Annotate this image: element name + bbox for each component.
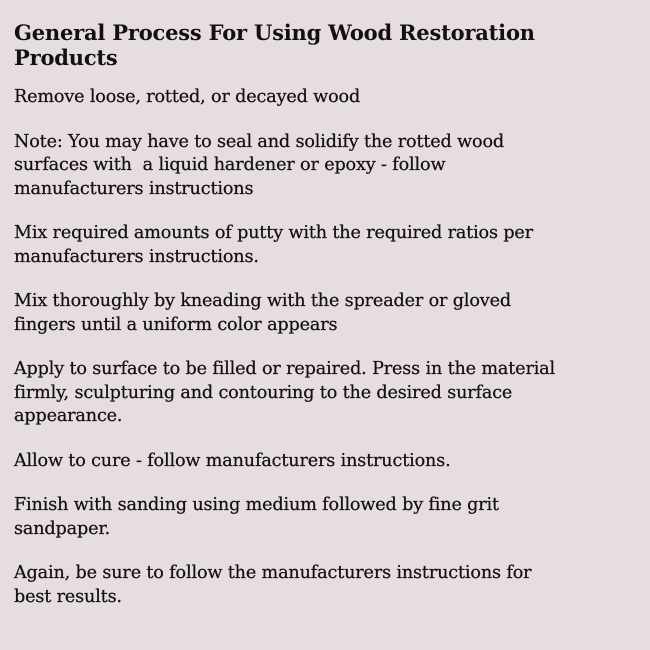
closing-note	[14, 562, 644, 609]
text-line: Mix required amounts of putty with the required ratios per	[14, 223, 533, 243]
page-title	[14, 20, 644, 70]
step-knead	[14, 290, 644, 337]
text-line: appearance.	[14, 406, 123, 426]
text-line: Allow to cure - follow manufacturers instructions.	[14, 450, 451, 471]
title-line: General Process For Using Wood Restoration	[14, 20, 535, 45]
text-line: manufacturers instructions.	[14, 246, 259, 267]
text-line: fingers until a uniform color appears	[14, 314, 338, 335]
text-line: Note: You may have to seal and solidify the rotted wood	[14, 131, 505, 152]
text-line: Apply to surface to be filled or repaired. Press in the material	[14, 359, 555, 379]
text-line: Finish with sanding using medium followed by fine grit	[14, 495, 499, 515]
step-sanding	[14, 494, 644, 541]
step-apply	[14, 358, 644, 429]
step-mix-amounts	[14, 222, 644, 269]
text-line: Again, be sure to follow the manufacturers instructions for	[14, 563, 532, 583]
text-line: surfaces with a liquid hardener or epoxy - follow	[14, 155, 446, 175]
text-line: Mix thoroughly by kneading with the spreader or gloved	[14, 291, 511, 311]
text-line: best results.	[14, 586, 122, 607]
text-line: manufacturers instructions	[14, 178, 254, 199]
title-line: Products	[14, 45, 118, 70]
text-line: firmly, sculpturing and contouring to the desired surface	[14, 382, 513, 403]
note-hardener	[14, 131, 644, 202]
text-line: sandpaper.	[14, 518, 111, 539]
text-line: Remove loose, rotted, or decayed wood	[14, 87, 361, 107]
step-cure	[14, 450, 644, 474]
step-remove-wood	[14, 86, 644, 110]
document	[14, 20, 644, 630]
